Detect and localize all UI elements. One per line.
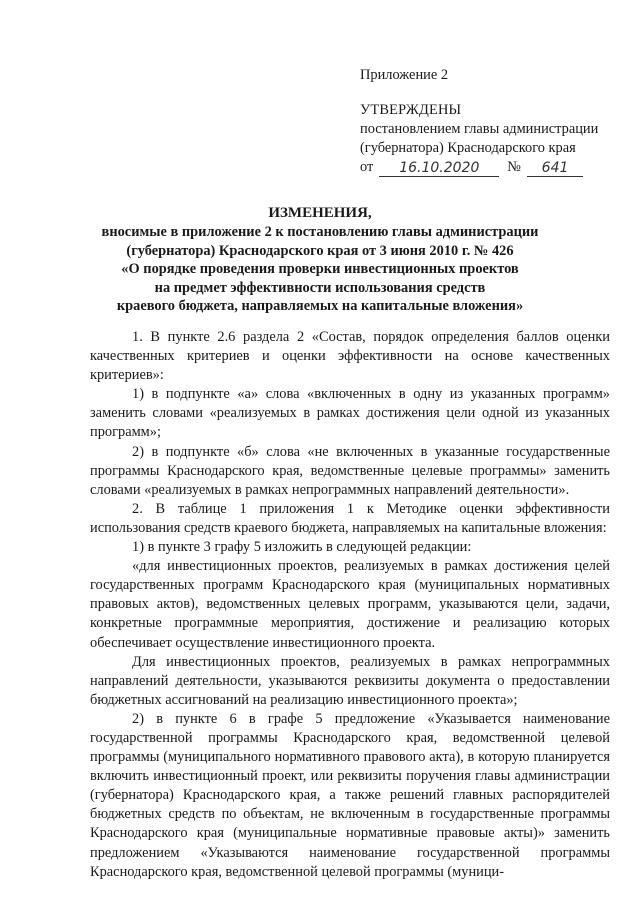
paragraph-6: «для инвестиционных проектов, реализуемых в рамках достижения целей государственных программ Краснодарского края (муниципальных нормативных правовых актов), ведомственных целевых программ, указываются цели, задачи, конкретные программные мероприятия, достижение и реализацию которых обеспечивает осуществление инвестиционного проекта. — [90, 558, 610, 651]
handwritten-number: 641 — [527, 160, 583, 177]
title-head: ИЗМЕНЕНИЯ, — [268, 205, 372, 221]
number-sign: № — [507, 159, 522, 175]
paragraph-4: 2. В таблице 1 приложения 1 к Методике оценки эффективности использования средств краевого бюджета, направляемых на капитальные вложения: — [90, 500, 610, 536]
document-body — [90, 328, 610, 882]
title-line-5: краевого бюджета, направляемых на капитальные вложения» — [116, 298, 524, 315]
title-line-2: (губернатора) Краснодарского края от 3 июня 2010 г. № 426 — [126, 242, 514, 259]
from-label: от — [360, 159, 374, 175]
approved-heading: УТВЕРЖДЕНЫ — [360, 102, 462, 118]
paragraph-8: 2) в пункте 6 в графе 5 предложение «Указывается наименование государственной программы Краснодарского края, ведомственной целевой программы (муниципального нормативного правового акта), в которую планируется включить инвестиционный проект, или реквизиты поручения главы администрации (губернатора) Краснодарского края, а также решений главных распорядителей бюджетных средств по объектам, не включенным в государственные программы Краснодарского края (муниципальные нормативные правовые акты)» заменить предложением «Указываются наименование государственной программы Краснодарского края, ведомственной целевой программы (муници- — [90, 710, 610, 880]
title-line-1: вносимые в приложение 2 к постановлению главы администрации — [101, 224, 539, 241]
title-line-3: «О порядке проведения проверки инвестиционных проектов — [121, 261, 519, 278]
paragraph-7: Для инвестиционных проектов, реализуемых в рамках непрограммных направлений деятельности, указываются реквизиты документа о предоставлении бюджетных ассигнований на реализацию инвестиционного проекта»; — [90, 653, 610, 708]
handwritten-date: 16.10.2020 — [379, 160, 499, 177]
approval-block — [360, 66, 620, 177]
paragraph-2: 1) в подпункте «а» слова «включенных в одну из указанных программ» заменить словами «реализуемых в рамках достижения цели одной из указанных программ»; — [90, 386, 610, 441]
paragraph-3: 2) в подпункте «б» слова «не включенных в указанные государственные программы Краснодарского края, ведомственные целевые программы» заменить словами «реализуемых в рамках непрограммных направлений деятельности». — [90, 443, 610, 498]
approval-line-2: (губернатора) Краснодарского края — [360, 140, 576, 156]
date-number-line — [360, 158, 620, 177]
paragraph-1: 1. В пункте 2.6 раздела 2 «Состав, порядок определения баллов оценки качественных критериев и оценки эффективности на основе качественных критериев»: — [90, 329, 610, 384]
document-title — [100, 204, 540, 315]
annex-label: Приложение 2 — [360, 67, 449, 83]
title-line-4: на предмет эффективности использования средств — [154, 279, 486, 296]
approval-line-1: постановлением главы администрации — [360, 121, 599, 137]
paragraph-5: 1) в пункте 3 графу 5 изложить в следующей редакции: — [132, 539, 472, 556]
